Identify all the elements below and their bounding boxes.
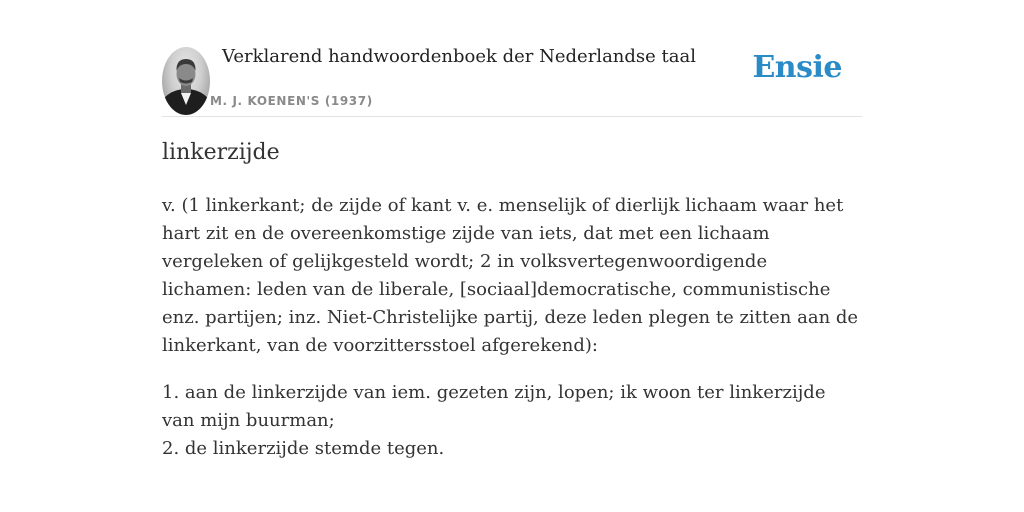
example-item: 1. aan de linkerzijde van iem. gezeten zijn, lopen; ik woon ter linkerzijde van mijn buurman; <box>162 382 826 431</box>
entry-headword: linkerzijde <box>162 140 280 165</box>
ensie-logo-link[interactable]: Ensie <box>752 50 842 85</box>
book-title: Verklarend handwoordenboek der Nederlandse taal <box>222 46 696 67</box>
author-portrait <box>162 47 210 115</box>
example-item: 2. de linkerzijde stemde tegen. <box>162 438 445 459</box>
example-list <box>162 379 862 463</box>
book-author: M. J. KOENEN'S (1937) <box>210 94 373 108</box>
entry-definition: v. (1 linkerkant; de zijde of kant v. e. menselijk of dierlijk lichaam waar het hart zit en de overeenkomstige zijde van iets, dat met een lichaam vergeleken of gelijkgesteld wordt; 2 in volksvertegenwoordigende lichamen: leden van de liberale, [sociaal]democratische, communistische enz. partijen; inz. Niet-Christelijke partij, deze leden plegen te zitten aan de linkerkant, van de voorzittersstoel afgerekend): <box>162 195 859 356</box>
header <box>162 0 862 117</box>
